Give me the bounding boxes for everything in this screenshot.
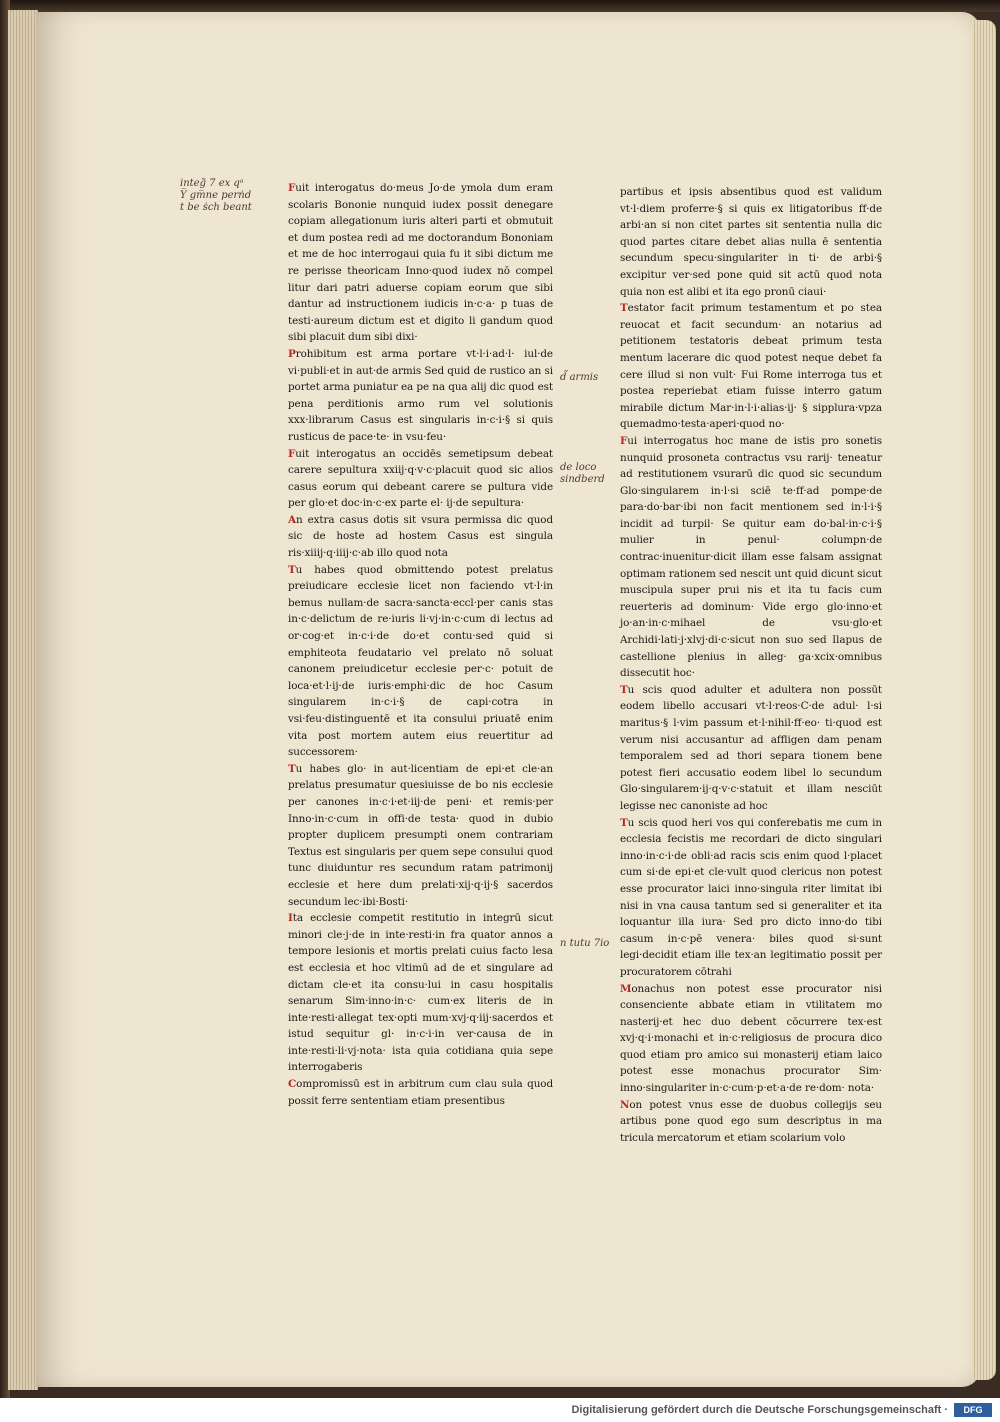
dfg-logo-icon: DFG — [954, 1403, 992, 1417]
paragraph — [620, 184, 882, 300]
rubricated-initial: N — [620, 1098, 630, 1111]
rubricated-initial: I — [288, 912, 293, 925]
rubricated-initial: T — [288, 563, 296, 576]
rubricated-initial: T — [620, 302, 628, 315]
paragraph — [620, 981, 882, 1097]
book-cover-top — [0, 0, 1000, 12]
paragraph-text: on potest vnus esse de duobus collegijs seu artibus pone quod ego sum descriptus in ma tricula mercatorum et etiam scolarium volo — [620, 1098, 882, 1144]
rubricated-initial: A — [288, 513, 296, 526]
paragraph-text: ui interrogatus hoc mane de istis pro sonetis nunquid prosoneta contractus vsu rarij· teneatur ad restitutionem vsurarū dic quod sic secundum Glo·singularem in·l·si sciē te·ff·ad pompe·de para·do·bar·ibi non facit mentionem sed in·l·i·§ incidit ad turpil· Se quitur eam do·bal·in·c·i·§ mulier in penul· columpn·de contrac·inuenitur·dicit illam esse falsam assignat optimam rationem sed nescit unt quid dicunt sicut muscipula super prui nis et ita tu facis cum reuerteris ad dominum· Vide ergo glo·inno·et jo·an·in·c·mihael de vsu·glo·et Archidi·lati·j·xlvj·di·c·sicut non suo sed Ilapus de castellione plenius in alleg· ga·xcix·omnibus dissecutit hoc· — [620, 434, 882, 680]
paragraph-text: u scis quod heri vos qui conferebatis me cum in ecclesia fecistis me recordari de dicto singulari inno·in·c·i·de obli·ad racis scis enim quod l·placet cum si·de epi·et cle·vult quod clericus non potest esse procurator laici inno·singula riter limitat ibi nisi in vna causa tantum sed si generaliter et ita loquantur illa iura· Sed pro dicto inno·do tibi casum in·c·pē venera· biles quod si·sunt legi·decidit etiam ille tex·an legitimatio possit per procuratorem cōtrahi — [620, 816, 882, 978]
paragraph-text: uit interogatus do·meus Jo·de ymola dum eram scolaris Bononie nunquid iudex possit denegare copiam allegationum iuris alteri parti et obmutuit et dum postea redi ad me doctorandum Bononiam et me de hoc interrogaui quia fu it sibi dictum me re perisse theoricam Inno·quod iudex nō compel litur dari patri aduerse copiam eorum que sibi dantur ad instructionem iudicis in·c·a· p tuas de testi·aureum dictum est et digito li gandum quod sibi placuit dum sibi dixi· — [288, 182, 553, 344]
paragraph-text: u habes glo· in aut·licentiam de epi·et cle·an prelatus presumatur quesiuisse de bo nis ecclesie per canones in·c·i·et·iij·de peni· et remis·per Inno·in·c·cum in offi·de testa· quod in dubio propter duplicem presumpti onem contrariam Textus est singularis per quem sepe consului quod tunc diuiduntur res secundum ratam patrimonij ecclesie et here dum prelati·xij·q·ij·§ sacerdos secundum lec·ibi·Bosti· — [288, 762, 553, 908]
paragraph-text: u scis quod adulter et adultera non possūt eodem libello accusari vt·l·reos·C·de adul· l·si maritus·§ l·vim passum et·l·nihil·ff·eo· ti·quod est verum nisi accusantur ad affligen dam penam temporalem sed ad thori separa tionem bene potest fieri accusatio eodem libel lo secundum Glo·singularem·ij·q·v·c·statuit et illam nesciūt legisse nec canoniste ad hoc — [620, 683, 882, 812]
paragraph — [288, 761, 553, 910]
paragraph — [288, 346, 553, 446]
paragraph — [620, 1097, 882, 1147]
rubricated-initial: C — [288, 1078, 297, 1091]
rubricated-initial: F — [620, 434, 628, 447]
rubricated-initial: T — [620, 816, 628, 829]
paragraph-text: ompromissū est in arbitrum cum clau sula quod possit ferre sententiam etiam presentibus — [288, 1078, 553, 1107]
page-stack-left — [8, 10, 38, 1390]
margin-note-1: integ̃ 7 ex qᵃ Y̅ gm̅ne perṅd t be ṡch beant — [180, 178, 252, 213]
rubricated-initial: P — [288, 347, 296, 360]
text-column-left — [288, 180, 553, 1109]
paragraph-text: estator facit primum testamentum et po stea reuocat et facit secundum· an notarius ad petitionem testatoris debeat primum testa mentum lacerare dic quod potest neque debet fa cere illud si non vult· Fui Rome interroga tus et postea reperiebat etiam fuisse interro gatum mirabile dictum Mar·in·l·i·alias·ij· § sipplura·vpza quemadmo·testa·aperi·quod no· — [620, 302, 882, 431]
footer-bar — [0, 1398, 1000, 1422]
paragraph-text: u habes quod obmittendo potest prelatus preiudicare ecclesie licet non faciendo vt·l·in bemus nullam·de sacra·sancta·eccl·per canis stas in·c·delictum de re·iuris li·vj·in·c·cum di lectus ad or·cog·et in·c·i·de do·et contu·sed quid si emphiteota feudatario vel prelato nō soluat canonem preiudicetur ecclesie per·c· potuit de loca·et·l·ij·de iuris·emphi·dic de hoc Casum singularem in·c·i·§ de capi·cotra in vsi·feu·distinguentē et ita consului priuatē enim vita post mortem autem eius reuertitur ad successorem· — [288, 563, 553, 759]
paragraph — [288, 512, 553, 562]
rubricated-initial: M — [620, 982, 632, 995]
paragraph-text: ta ecclesie competit restitutio in integrū sicut minori cle·j·de in inte·resti·in fra quator annos a tempore lesionis et mortis prelati cuius facto lesa est ecclesia et hoc vltimū ad de et singulare ad dictam cle·et ita consu·lui in casu hospitalis senarum Sim·inno·in·c· cum·ex literis de in inte·resti·allegat tex·opti mum·xvj·q·iij·sacerdos et istud sequitur gl· in·c·i·in ver·causa de in inte·resti·li·vj·nota· ista quia cotidiana quia sepe interrogaberis — [288, 912, 553, 1074]
paragraph — [288, 562, 553, 761]
paragraph — [288, 180, 553, 346]
rubricated-initial: F — [288, 182, 296, 194]
paragraph — [288, 446, 553, 512]
dfg-credit-text: Digitalisierung gefördert durch die Deutsche Forschungsgemeinschaft · — [571, 1404, 948, 1416]
margin-note-3: de loco sindberd — [560, 462, 605, 485]
paragraph-text: uit interogatus an occidēs semetipsum debeat carere sepultura xxiij·q·v·c·placuit quod sic alios casus eorum qui debeant carere se pultura vide per glo·et doc·in·c·ex parte el· ij·de sepultura· — [288, 447, 553, 510]
page-stack-right — [972, 20, 996, 1380]
paragraph-text: rohibitum est arma portare vt·l·i·ad·l· iul·de vi·publi·et in aut·de armis Sed quid de rustico an si portet arma puniatur ea pe na qua alij dic quod est pena perditionis armo rum vel solutionis xxx·librarum Casus est singularis in·c·i·§ si quis rusticus de pace·te· in vsu·feu· — [288, 347, 553, 443]
paragraph — [620, 300, 882, 433]
margin-note-4: n tutu 7io — [560, 938, 610, 949]
paragraph — [620, 682, 882, 815]
paragraph-text: onachus non potest esse procurator nisi consenciente abbate etiam in vtilitatem mo nasterij·et hec duo debent cōcurrere tex·est xvj·q·i·monachi et in·c·religiosus de procura dico quod etiam pro amico sui monasterij etiam laico potest esse monachus procurator Sim· inno·singulariter in·c·cum·p·et·a·de re·dom· nota· — [620, 982, 882, 1095]
rubricated-initial: F — [288, 447, 296, 460]
rubricated-initial: T — [288, 762, 296, 775]
rubricated-initial: T — [620, 683, 628, 696]
margin-note-2: d̃ armis — [560, 372, 599, 383]
paragraph — [288, 1076, 553, 1109]
paragraph — [620, 433, 882, 682]
paragraph-text: n extra casus dotis sit vsura permissa dic quod sic de hoste ad hostem Casus est singula ris·xiiij·q·iiij·c·ab illo quod nota — [288, 513, 553, 560]
paragraph-text: partibus et ipsis absentibus quod est validum vt·l·diem proferre·§ si quis ex litigatoribus ff·de arbi·an si non citet partes sit sententia nulla dic quod partes citare debet alias nulla ē sententia secundum specu·singulariter in ti· de arbi·§ excipitur ver·sed pone quid sit actū quod nota quia non est alibi et ita ego pronū ciaui· — [620, 186, 882, 298]
paragraph — [620, 815, 882, 981]
text-column-right — [620, 184, 882, 1146]
paragraph — [288, 910, 553, 1076]
